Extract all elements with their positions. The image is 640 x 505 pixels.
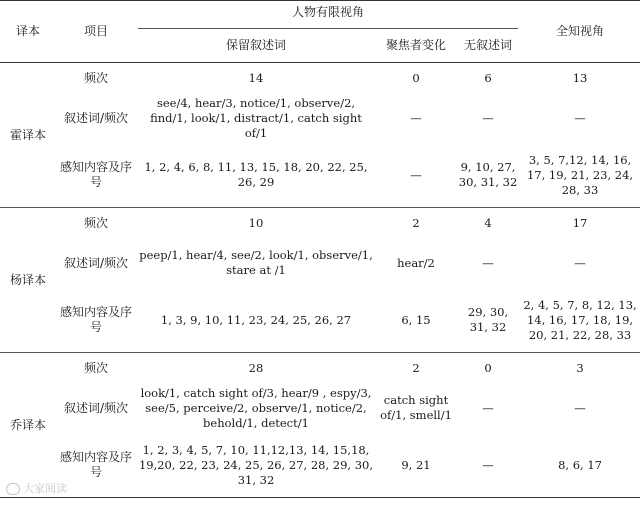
cell-focal: 2 xyxy=(376,208,456,239)
watermark-logo-icon xyxy=(6,483,20,495)
version-name: 霍译本 xyxy=(9,127,46,142)
cell-none: 0 xyxy=(456,353,520,384)
cell-none: — xyxy=(482,110,494,125)
cell-none: — xyxy=(456,433,520,498)
row-item: 叙述词/频次 xyxy=(63,110,129,125)
cell-keep: 10 xyxy=(136,208,376,239)
cell-keep: 1, 2, 3, 4, 5, 7, 10, 11,12,13, 14, 15,18, 19,20, 22, 23, 24, 25, 26, 27, 28, 29, 30, 31, 32 xyxy=(136,433,376,498)
cell-keep: 28 xyxy=(136,353,376,384)
cell-focal: 6, 15 xyxy=(401,312,431,327)
header-version: 译本 xyxy=(0,1,56,63)
row-item: 叙述词/频次 xyxy=(63,400,129,415)
cell-omni: 8, 6, 17 xyxy=(520,433,640,498)
header-focalizer-change: 聚焦者变化 xyxy=(376,29,456,63)
cell-keep: 14 xyxy=(248,70,264,85)
row-item: 频次 xyxy=(56,208,136,239)
header-no-verbs: 无叙述词 xyxy=(456,29,520,63)
header-keep-verbs: 保留叙述词 xyxy=(136,29,376,63)
cell-omni: 17 xyxy=(520,208,640,239)
header-omniscient: 全知视角 xyxy=(520,1,640,63)
cell-keep: see/4, hear/3, notice/1, observe/2, find/1, look/1, distract/1, catch sight of/1 xyxy=(150,95,362,140)
cell-none: 29, 30, 31, 32 xyxy=(467,305,509,334)
version-name: 杨译本 xyxy=(0,208,56,353)
cell-keep: peep/1, hear/4, see/2, look/1, observe/1, stare at /1 xyxy=(139,248,373,277)
cell-none: — xyxy=(482,400,494,415)
cell-none: 9, 10, 27, 30, 31, 32 xyxy=(458,160,518,189)
cell-omni: — xyxy=(574,110,586,125)
row-item: 叙述词/频次 xyxy=(63,255,129,270)
cell-focal: hear/2 xyxy=(397,255,435,270)
header-limited-view xyxy=(136,1,520,30)
cell-omni: — xyxy=(574,400,586,415)
cell-omni: 3, 5, 7,12, 14, 16, 17, 19, 21, 23, 24, 28, 33 xyxy=(526,152,634,197)
cell-keep: 1, 2, 4, 6, 8, 11, 13, 15, 18, 20, 22, 25, 26, 29 xyxy=(144,160,368,189)
cell-focal: 9, 21 xyxy=(376,433,456,498)
version-name: 乔译本 xyxy=(0,353,56,498)
cell-focal: 0 xyxy=(412,70,420,85)
row-item: 感知内容及序号 xyxy=(59,305,132,334)
cell-none: 6 xyxy=(484,70,492,85)
watermark xyxy=(6,480,67,496)
cell-none: — xyxy=(482,255,494,270)
cell-focal: — xyxy=(410,110,422,125)
row-item: 感知内容及序号 xyxy=(59,160,132,189)
cell-omni: 2, 4, 5, 7, 8, 12, 13, 14, 16, 17, 18, 19, 20, 21, 22, 28, 33 xyxy=(523,297,637,342)
watermark-text: 大家阅读 xyxy=(23,482,67,495)
cell-focal: 2 xyxy=(376,353,456,384)
row-item: 频次 xyxy=(56,353,136,384)
row-item: 感知内容及序号 xyxy=(56,433,136,498)
header-item: 项目 xyxy=(56,1,136,63)
cell-keep: 1, 3, 9, 10, 11, 23, 24, 25, 26, 27 xyxy=(160,312,352,327)
cell-focal: — xyxy=(410,167,422,182)
cell-none: 4 xyxy=(456,208,520,239)
cell-omni: 13 xyxy=(572,70,588,85)
cell-omni: — xyxy=(574,255,586,270)
cell-focal: catch sight of/1, smell/1 xyxy=(380,393,452,422)
row-item: 频次 xyxy=(83,70,108,85)
header-limited-view-label: 人物有限视角 xyxy=(292,5,365,19)
cell-omni: 3 xyxy=(520,353,640,384)
cell-keep: look/1, catch sight of/3, hear/9 , espy/3, see/5, perceive/2, observe/1, notice/2, behold/1, detect/1 xyxy=(140,385,372,430)
